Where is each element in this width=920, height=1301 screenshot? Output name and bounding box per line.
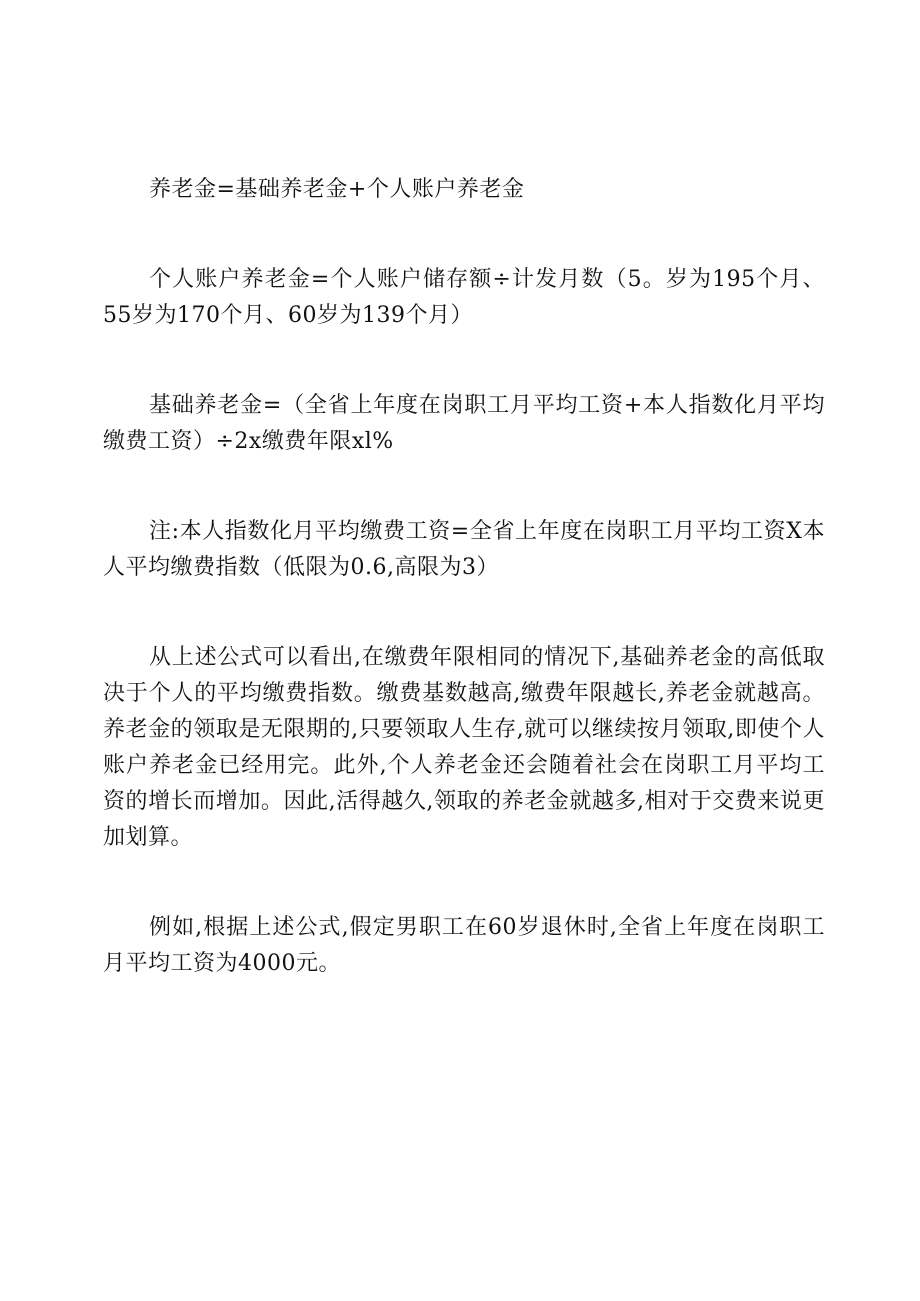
- note-indexed-wage: 注:本人指数化月平均缴费工资=全省上年度在岗职工月平均工资X本人平均缴费指数（低限为0.6,高限为3）: [103, 519, 825, 580]
- paragraph-explanation: 从上述公式可以看出,在缴费年限相同的情况下,基础养老金的高低取决于个人的平均缴费指数。缴费基数越高,缴费年限越长,养老金就越高。养老金的领取是无限期的,只要领取人生存,就可以继续按月领取,即使个人账户养老金已经用完。此外,个人养老金还会随着社会在岗职工月平均工资的增长而增加。因此,活得越久,领取的养老金就越多,相对于交费来说更加划算。: [103, 645, 825, 850]
- document-body: [103, 172, 825, 1036]
- paragraph-example: 例如,根据上述公式,假定男职工在60岁退休时,全省上年度在岗职工月平均工资为4000元。: [103, 915, 825, 976]
- formula-personal-account: 个人账户养老金=个人账户储存额÷计发月数（5。岁为195个月、55岁为170个月、60岁为139个月）: [103, 267, 825, 328]
- formula-pension-total: 养老金=基础养老金+个人账户养老金: [149, 177, 525, 202]
- formula-basic-pension: 基础养老金=（全省上年度在岗职工月平均工资+本人指数化月平均缴费工资）÷2x缴费年限xl%: [103, 393, 825, 454]
